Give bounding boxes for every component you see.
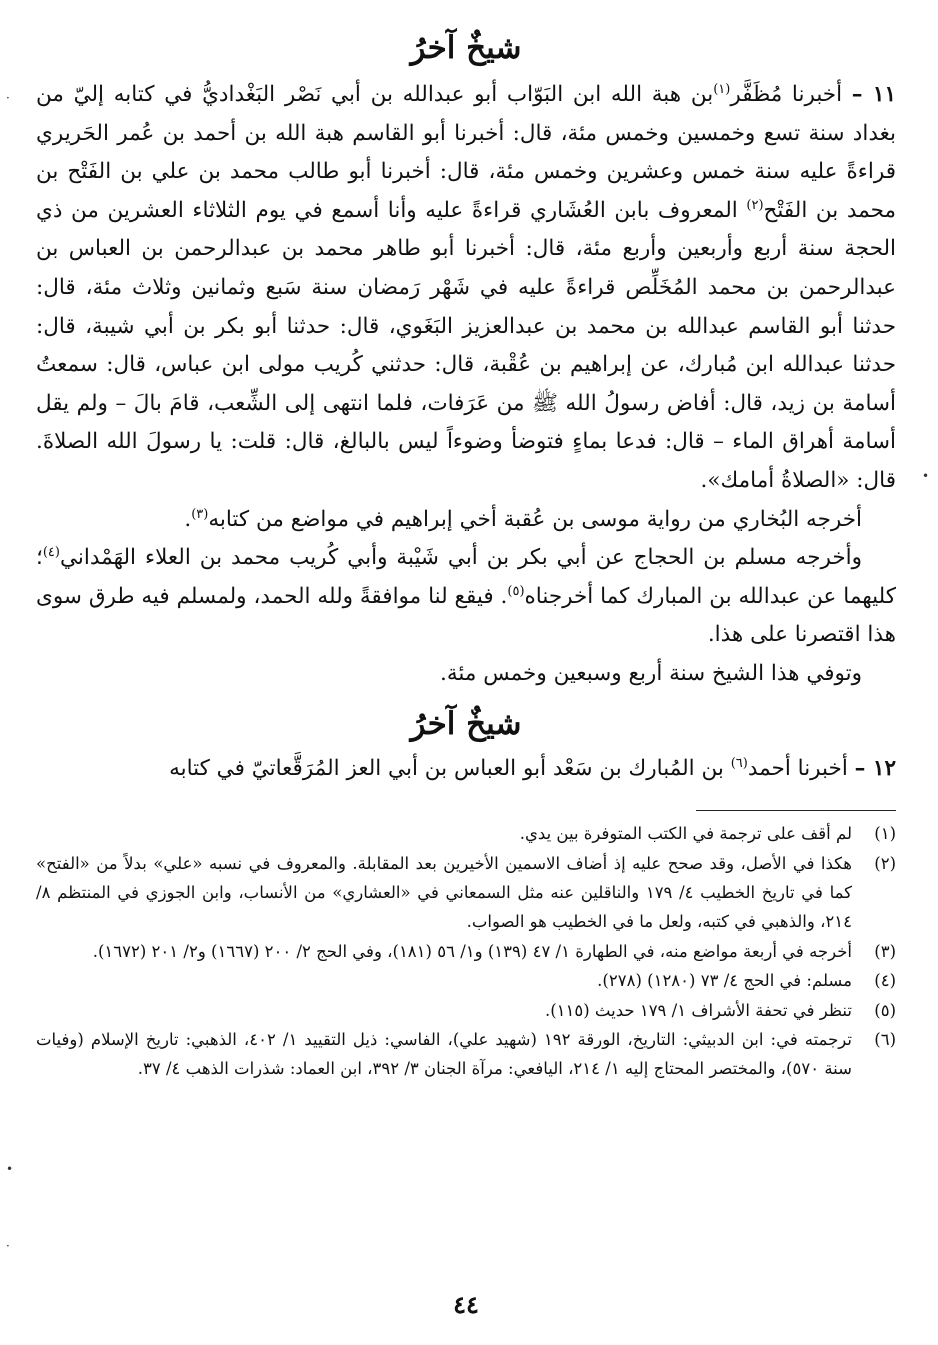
footnote-text: أخرجه في أربعة مواضع منه، في الطهارة ١/ ٤٧ (١٣٩) و١/ ٥٦ (١٨١)، وفي الحج ٢/ ٢٠٠ (١٦٦٧) و٢/ ٢٠١ (١٦٧٢). — [92, 941, 852, 961]
entry-number: ١١ – — [851, 82, 896, 107]
text-span: أخرجه البُخاري من رواية موسى بن عُقبة أخي إبراهيم في مواضع من كتابه — [208, 506, 862, 532]
footnote-ref[interactable]: (٦) — [730, 755, 748, 771]
footnote-ref[interactable]: (٥) — [507, 583, 525, 599]
footnote-item — [36, 996, 896, 1025]
footnote-item — [36, 819, 896, 848]
entry-12-paragraph — [36, 750, 896, 789]
main-text — [36, 76, 896, 788]
footnote-text: هكذا في الأصل، وقد صحح عليه إذ أضاف الاسمين الأخيرين بعد المقابلة. والمعروف في نسبه «علي» بدلاً من «الفتح» كما في تاريخ الخطيب ٤/ ١٧٩ والناقلين عنه مثل السمعاني في «العشاري» من الأنساب، وابن الجوزي في المنتظم ٨/ ٢١٤، والذهبي في كتبه، ولعل ما في الخطيب هو الصواب. — [36, 853, 852, 932]
footnote-item — [36, 1025, 896, 1084]
footnote-item — [36, 966, 896, 995]
section-heading: شيخٌ آخرُ — [410, 705, 522, 742]
footnote-ref[interactable]: (٢) — [746, 197, 764, 213]
footnote-number: (١) — [874, 824, 896, 844]
footnote-ref[interactable]: (١) — [713, 81, 731, 97]
footnote-number: (٢) — [874, 853, 896, 873]
muslim-paragraph — [36, 539, 896, 655]
margin-mark: • — [6, 1162, 14, 1176]
footnote-number: (٦) — [874, 1029, 896, 1049]
footnote-divider — [696, 810, 896, 811]
footnote-number: (٥) — [874, 1000, 896, 1020]
footnote-item — [36, 937, 896, 966]
footnote-ref[interactable]: (٣) — [191, 506, 209, 522]
entry-number: ١٢ – — [854, 755, 896, 781]
footnote-ref[interactable]: (٤) — [42, 544, 60, 560]
entry-11-paragraph — [36, 76, 896, 501]
section-heading: شيخٌ آخرُ — [410, 30, 522, 66]
text-span: المعروف بابن العُشَاري قراءةً عليه وأنا أسمع في يوم الثلاثاء العشرين من ذي الحجة سنة أربع وأربعين وأربع مئة، قال: أخبرنا أبو طاهر محمد بن عبدالرحمن بن العباس بن عبدالرحمن بن محمد المُخَلِّص قراءةً عليه في شَهْر رَمضان سنة سَبع وثمانين وثلاث مئة، قال: حدثنا أبو القاسم عبدالله بن محمد بن عبدالعزيز البَغَوي، قال: حدثنا أبو بكر بن أبي شيبة، قال: حدثنا عبدالله ابن مُبارك، عن إبراهيم بن عُقْبة، قال: حدثني كُريب مولى ابن عباس، قال: سمعتُ أسامة بن زيد، قال: أفاض رسولُ الله ﷺ من عَرَفات، فلما انتهى إلى الشِّعب، قامَ بالَ – ولم يقل أسامة أهراق الماء – قال: فدعا بماءٍ فتوضأ وضوءاً ليس بالبالغ، قال: قلت: يا رسولَ الله الصلاةَ. قال: «الصلاةُ أمامك». — [36, 197, 896, 493]
book-page — [36, 28, 896, 1318]
margin-mark: · — [6, 91, 10, 105]
footnote-number: (٣) — [874, 941, 896, 961]
footnote-item — [36, 849, 896, 937]
margin-mark: · — [6, 1239, 10, 1253]
text-span: ؛ كليهما عن عبدالله بن المبارك كما أخرجناه — [36, 545, 897, 609]
text-span: أخبرنا مُظَفَّر — [730, 82, 843, 107]
footnotes — [36, 819, 896, 1084]
text-span: . — [184, 506, 192, 532]
page-number: ٤٤ — [453, 1290, 479, 1319]
bukhari-paragraph — [36, 501, 896, 540]
footnote-text: ترجمته في: ابن الدبيثي: التاريخ، الورقة ١٩٢ (شهيد علي)، الفاسي: ذيل التقييد ١/ ٤٠٢، الذهبي: تاريخ الإسلام (وفيات سنة ٥٧٠)، والمختصر المحتاج إليه ١/ ٢١٤، اليافعي: مرآة الجنان ٣/ ٣٩٢، ابن العماد: شذرات الذهب ٤/ ٣٧. — [36, 1029, 852, 1079]
footnote-text: لم أقف على ترجمة في الكتب المتوفرة بين يدي. — [519, 824, 852, 844]
text-span: وأخرجه مسلم بن الحجاج عن أبي بكر بن أبي شَيْبة وأبي كُريب محمد بن العلاء الهَمْداني — [59, 545, 862, 571]
text-span: أخبرنا أحمد — [747, 755, 848, 781]
death-paragraph: وتوفي هذا الشيخ سنة أربع وسبعين وخمس مئة. — [440, 660, 862, 686]
footnote-text: مسلم: في الحج ٤/ ٧٣ (١٢٨٠) (٢٧٨). — [597, 971, 852, 991]
footnote-text: تنظر في تحفة الأشراف ١/ ١٧٩ حديث (١١٥). — [544, 1000, 852, 1020]
text-span: . فيقع لنا موافقةً ولله الحمد، ولمسلم فيه طرق سوى هذا اقتصرنا على هذا. — [36, 583, 896, 648]
text-span: بن هبة الله ابن البَوّاب أبو عبدالله بن أبي نَصْر البَغْداديُّ في كتابه إليّ من بغداد سنة تسع وخمسين وخمس مئة، قال: أخبرنا أبو القاسم هبة الله بن أحمد بن عُمر الحَريري قراءةً عليه سنة خمس وعشرين وخمس مئة، قال: أخبرنا أبو طالب محمد بن علي بن الفَتْح بن محمد بن الفَتْح — [36, 82, 896, 223]
margin-mark: • — [922, 469, 930, 483]
footnote-number: (٤) — [874, 971, 896, 991]
text-span: بن المُبارك بن سَعْد أبو العباس بن أبي العز المُرَقَّعاتيّ في كتابه — [169, 755, 724, 781]
